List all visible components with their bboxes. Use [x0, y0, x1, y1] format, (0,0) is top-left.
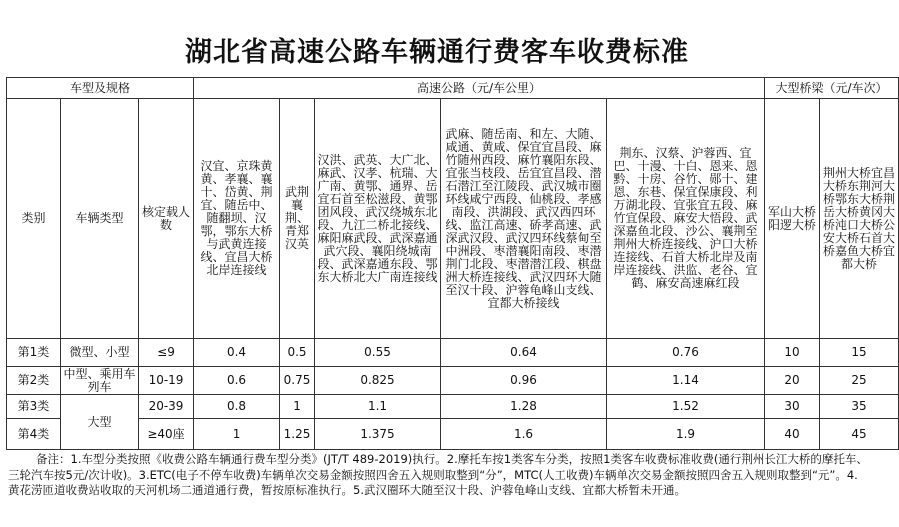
seats-cell: 10-19	[139, 367, 194, 395]
rate-cell: 35	[820, 395, 899, 419]
header-vehicle-type: 车辆类型	[61, 99, 139, 339]
bridge-header-2: 荆州大桥宜昌大桥东荆河大桥鄂东大桥荆岳大桥黄冈大桥沌口大桥公安大桥石首大桥嘉鱼大桥宜都大桥	[820, 99, 899, 339]
rate-cell: 0.64	[441, 339, 607, 367]
header-seats: 核定载人数	[139, 99, 194, 339]
rate-cell: 25	[820, 367, 899, 395]
category-cell: 第3类	[7, 395, 61, 419]
rate-cell: 0.5	[280, 339, 315, 367]
rate-cell: 1.9	[607, 419, 765, 450]
rate-cell: 1.25	[280, 419, 315, 450]
seats-cell: ≥40座	[139, 419, 194, 450]
route-header-1: 汉宜、京珠黄黄、孝襄、襄十、岱黄、荆宜、随岳中、随翻坝、汉鄂，鄂东大桥与武黄连接线、宜昌大桥北岸连接线	[194, 99, 280, 339]
route-header-3: 汉洪、武英、大广北、麻武、汉孝、杭瑞、大广南、黄鄂、通界、岳宜石首至松滋段、黄鄂团风段、武汉绕城东北段、九江二桥北接线、麻阳麻武段、武深嘉通武穴段、襄阳绕城南段、武深嘉通东段、鄂东大桥北大广南连接线	[315, 99, 441, 339]
route-header-2: 武荆襄荆、青郑汉英	[280, 99, 315, 339]
rate-cell: 0.55	[315, 339, 441, 367]
rate-cell: 1.28	[441, 395, 607, 419]
table-row	[7, 339, 899, 367]
category-cell: 第2类	[7, 367, 61, 395]
rate-cell: 45	[820, 419, 899, 450]
route-header-5: 荆东、汉蔡、沪蓉西、宜巴、十漫、十白、恩来、恩黔、十房、谷竹、郧十、建恩、东巷、保宜保康段、利万湖北段、宜张宜五段、麻竹宜保段、麻安大悟段、武深嘉鱼北段、沙公、襄荆至荆州大桥连接线、沪口大桥连接线、石首大桥北岸及南岸连接线、洪监、老谷、宜鹤、麻安高速麻红段	[607, 99, 765, 339]
rate-cell: 0.96	[441, 367, 607, 395]
page-title: 湖北省高速公路车辆通行费客车收费标准	[185, 37, 689, 68]
header-highway-group: 高速公路（元/车公里）	[194, 78, 765, 99]
rate-cell: 1	[280, 395, 315, 419]
header-category: 类别	[7, 99, 61, 339]
rate-cell: 1.52	[607, 395, 765, 419]
rate-cell: 30	[765, 395, 820, 419]
rate-cell: 0.825	[315, 367, 441, 395]
rate-cell: 10	[765, 339, 820, 367]
rate-cell: 1.14	[607, 367, 765, 395]
rate-cell: 40	[765, 419, 820, 450]
category-cell: 第1类	[7, 339, 61, 367]
category-cell: 第4类	[7, 419, 61, 450]
header-bridge-group: 大型桥梁（元/车次）	[765, 78, 899, 99]
table-row	[7, 419, 899, 450]
rate-cell: 1.6	[441, 419, 607, 450]
vehicle-cell: 微型、小型	[61, 339, 139, 367]
rate-cell: 0.6	[194, 367, 280, 395]
rate-cell: 20	[765, 367, 820, 395]
bridge-header-1: 军山大桥阳逻大桥	[765, 99, 820, 339]
rate-cell: 1	[194, 419, 280, 450]
rate-cell: 1.1	[315, 395, 441, 419]
rate-cell: 0.4	[194, 339, 280, 367]
vehicle-cell: 大型	[61, 395, 139, 450]
rate-cell: 1.375	[315, 419, 441, 450]
rate-cell: 0.76	[607, 339, 765, 367]
seats-cell: 20-39	[139, 395, 194, 419]
header-vehicle-group: 车型及规格	[7, 78, 194, 99]
seats-cell: ≤9	[139, 339, 194, 367]
notes-text: 备注：1.车型分类按照《收费公路车辆通行费车型分类》(JT/T 489-2019)执行。2.摩托车按1类客车分类，按照1类客车收费标准收费(通行荆州长江大桥的摩托车、三轮汽车按5元/次计收)。3.ETC(电子不停车收费)车辆单次交易金额按照四舍五入规则取整到“分”，MTC(人工收费)车辆单次交易金额按照四舍五入规则取整到“元”。4.黄花涝匝道收费站收取的天河机场二通道通行费，暂按原标准执行。5.武汉圈环大随至汉十段、沪蓉龟峰山支线、宜都大桥暂未开通。	[8, 452, 868, 497]
table-row	[7, 367, 899, 395]
route-header-4: 武麻、随岳南、和左、大随、咸通、黄咸、保宜宜昌段、麻竹随州西段、麻竹襄阳东段、宜张当枝段、岳宜宜昌段、潜石潜江至江陵段、武汉城市圈环线咸宁西段、仙桃段、孝感南段、洪湖段、武汉西四环线、监江高速、硚孝高速、武深武汉段、武汉四环线蔡甸至中洲段、枣潜襄阳南段、枣潜荆门北段、枣潜潜江段、棋盘洲大桥连接线、武汉四环大随至汉十段、沪蓉龟峰山支线、宜都大桥接线	[441, 99, 607, 339]
rate-cell: 15	[820, 339, 899, 367]
rate-cell: 0.8	[194, 395, 280, 419]
toll-fee-table	[6, 77, 899, 450]
rate-cell: 0.75	[280, 367, 315, 395]
vehicle-cell: 中型、乘用车列车	[61, 367, 139, 395]
table-row	[7, 395, 899, 419]
